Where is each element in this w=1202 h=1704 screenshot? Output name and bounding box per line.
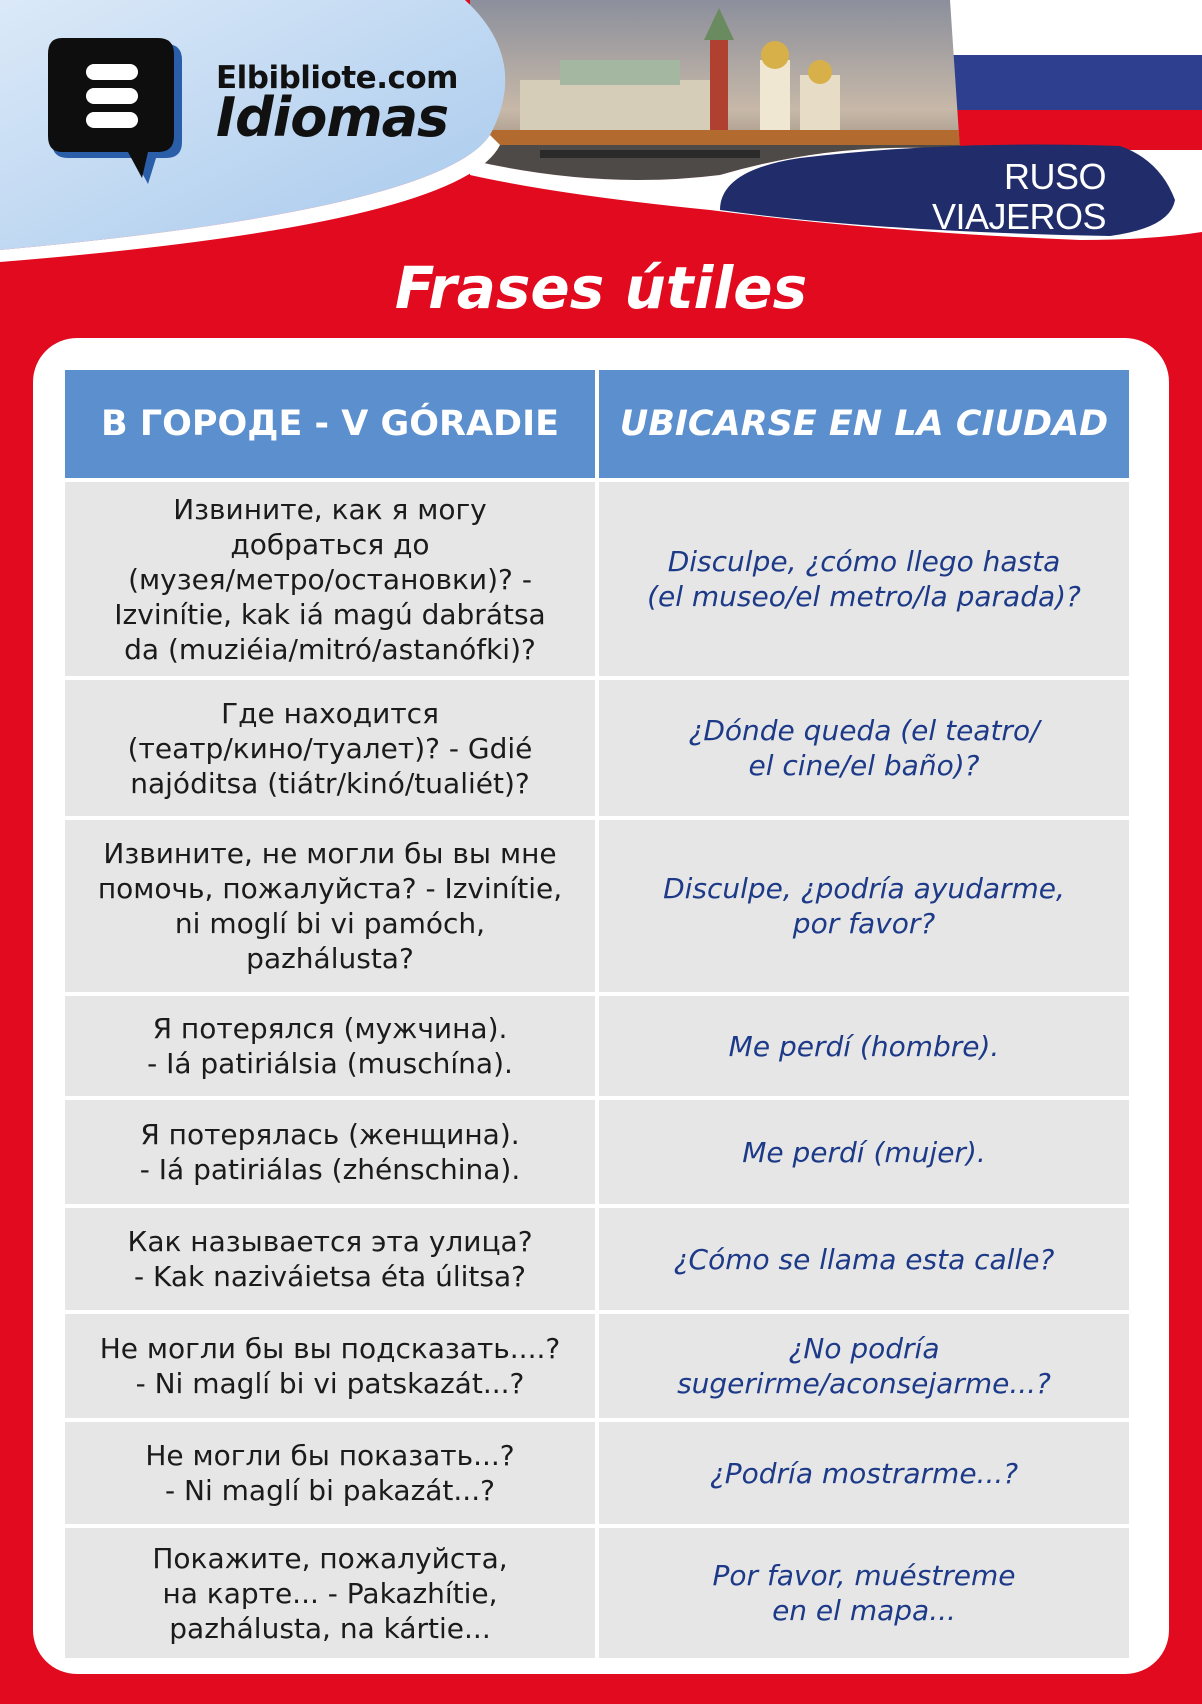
spanish-phrase: Disculpe, ¿podría ayudarme, por favor?: [599, 820, 1129, 992]
russian-phrase: Я потерялся (мужчина). - Iá patiriálsia (muschína).: [65, 996, 595, 1096]
speech-bubble-icon: [48, 38, 186, 188]
russian-phrase: Извините, не могли бы вы мне помочь, пожалуйста? - Izvinítie, ni moglí bi vi pamóch, pazhálusta?: [65, 820, 595, 992]
header-spanish: UBICARSE EN LA CIUDAD: [599, 370, 1129, 478]
russian-phrase: Извините, как я могу добраться до (музея/метро/остановки)? - Izvinítie, kak iá magú dabrátsa da (muziéia/mitró/astanófki)?: [65, 482, 595, 676]
table-row: [65, 1208, 1129, 1310]
russian-phrase: Не могли бы вы подсказать....? - Ni maglí bi vi patskazát...?: [65, 1314, 595, 1418]
table-row: [65, 1528, 1129, 1658]
spanish-phrase: ¿Cómo se llama esta calle?: [599, 1208, 1129, 1310]
russian-phrase: Не могли бы показать...? - Ni maglí bi pakazát...?: [65, 1422, 595, 1524]
brand-name: Idiomas: [216, 86, 449, 149]
table-row: [65, 482, 1129, 676]
russian-phrase: Как называется эта улица? - Kak naziváietsa éta úlitsa?: [65, 1208, 595, 1310]
spanish-phrase: ¿No podría sugerirme/aconsejarme...?: [599, 1314, 1129, 1418]
table-row: [65, 1100, 1129, 1204]
page-title: Frases útiles: [394, 254, 808, 322]
russian-phrase: Покажите, пожалуйста, на карте... - Pakazhítie, pazhálusta, na kártie...: [65, 1528, 595, 1658]
language-audience: VIAJEROS: [931, 196, 1106, 237]
table-row: [65, 996, 1129, 1096]
spanish-phrase: ¿Dónde queda (el teatro/ el cine/el baño)?: [599, 680, 1129, 816]
table-row: [65, 820, 1129, 992]
header-russian: В ГОРОДЕ - V GÓRADIE: [65, 370, 595, 478]
phrase-table: [61, 366, 1133, 1662]
language-name: RUSO: [1003, 156, 1106, 197]
table-row: [65, 680, 1129, 816]
russian-phrase: Где находится (театр/кино/туалет)? - Gdié najóditsa (tiátr/kinó/tualiét)?: [65, 680, 595, 816]
spanish-phrase: Disculpe, ¿cómo llego hasta (el museo/el metro/la parada)?: [599, 482, 1129, 676]
table-header-row: [65, 370, 1129, 478]
spanish-phrase: Por favor, muéstreme en el mapa...: [599, 1528, 1129, 1658]
russian-phrase: Я потерялась (женщина). - Iá patiriálas (zhénschina).: [65, 1100, 595, 1204]
brand-site: Elbibliote.com: [216, 60, 458, 96]
table-row: [65, 1314, 1129, 1418]
spanish-phrase: Me perdí (mujer).: [599, 1100, 1129, 1204]
spanish-phrase: Me perdí (hombre).: [599, 996, 1129, 1096]
table-row: [65, 1422, 1129, 1524]
spanish-phrase: ¿Podría mostrarme...?: [599, 1422, 1129, 1524]
